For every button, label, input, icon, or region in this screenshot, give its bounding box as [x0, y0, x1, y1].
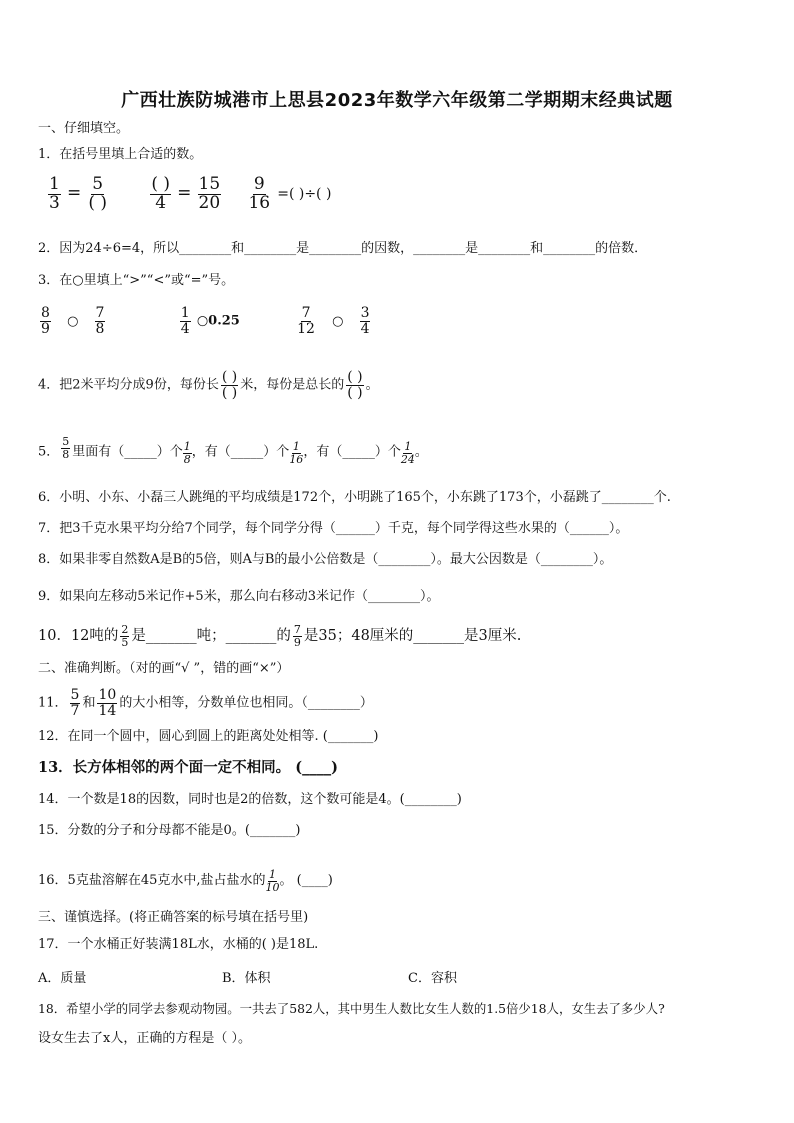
- option-b: B．体积: [222, 971, 271, 986]
- question-13: 13．长方体相邻的两个面一定不相同。 (____): [38, 759, 338, 776]
- fraction: $\frac{1}{24}$: [400, 439, 415, 466]
- question-12: 12．在同一个圆中，圆心到圆上的距离处处相等. (_______): [38, 729, 379, 744]
- fraction: $\frac{1}{3}$: [49, 174, 60, 213]
- fraction: $\frac{10}{14}$: [98, 687, 117, 719]
- question-2: 2．因为24÷6=4，所以________和________是________的因数，________是________和________的倍数．: [38, 241, 648, 256]
- question-15: 15．分数的分子和分母都不能是0。(_______): [38, 823, 301, 838]
- fraction: $\frac{2}{5}$: [121, 623, 129, 649]
- compare-circle: ○: [67, 313, 79, 329]
- fraction: $\frac{7}{9}$: [293, 623, 301, 649]
- section-1-heading: 一、仔细填空。: [38, 121, 130, 136]
- question-10: 10．12吨的 $\frac{2}{5}$ 是_______吨；_______的 $\frac{7}{9}$ 是35；48厘米的_______是3厘米.: [38, 623, 522, 649]
- fraction: $\frac{5}{7}$: [70, 687, 80, 719]
- fraction: $\frac{( )}{4}$: [151, 174, 170, 213]
- fraction: $\frac{9}{16}$: [248, 174, 271, 213]
- fraction: $\frac{3}{4}$: [360, 305, 370, 337]
- question-1: 1．在括号里填上合适的数。: [38, 147, 203, 162]
- question-3: 3．在○里填上“>”“<”或“=”号。: [38, 273, 235, 288]
- question-17: 17．一个水桶正好装满18L水，水桶的( )是18L.: [38, 937, 319, 952]
- question-14: 14．一个数是18的因数，同时也是2的倍数，这个数可能是4。(________): [38, 792, 462, 807]
- fraction: $\frac{15}{20}$: [198, 174, 221, 213]
- question-3-comparisons: $\frac{8}{9}$ ○ $\frac{7}{8}$ $\frac{1}{4}$ ○0.25 $\frac{7}{12}$ ○ $\frac{3}{4}$: [41, 305, 370, 337]
- fraction: $\frac{8}{9}$: [41, 305, 50, 337]
- question-8: 8．如果非零自然数A是B的5倍，则A与B的最小公倍数是（________）。最大公因数是（________）。: [38, 552, 613, 567]
- section-2-heading: 二、准确判断。（对的画“√ ”，错的画“×”）: [38, 661, 290, 676]
- question-18-line-1: 18．希望小学的同学去参观动物园。一共去了582人，其中男生人数比女生人数的1.5倍少18人，女生去了多少人?: [38, 1001, 665, 1016]
- question-4: 4．把2米平均分成9份，每份长 $\frac{( )}{( )}$ 米，每份是总长的 $\frac{( )}{( )}$ 。: [38, 369, 379, 401]
- question-18-line-2: 设女生去了x人，正确的方程是（ ）。: [38, 1031, 251, 1046]
- option-c: C．容积: [408, 971, 457, 986]
- fraction: $\frac{1}{16}$: [289, 439, 304, 466]
- blank-fraction: $\frac{( )}{( )}$: [221, 369, 238, 401]
- option-a: A．质量: [38, 971, 87, 986]
- fraction: $\frac{7}{8}$: [95, 305, 105, 337]
- compare-circle: ○: [332, 313, 344, 329]
- page-title: 广西壮族防城港市上思县2023年数学六年级第二学期期末经典试题: [121, 90, 673, 111]
- question-5: 5． $\frac{5}{8}$ 里面有（_____）个 $\frac{1}{8}$ ，有（_____）个 $\frac{1}{16}$ ，有（_____）个 $\frac{1}{24}$ 。: [38, 435, 428, 466]
- question-7: 7．把3千克水果平均分给7个同学，每个同学分得（______）千克，每个同学得这些水果的（______）。: [38, 521, 629, 536]
- question-1-fractions: $\frac{1}{3}$ = $\frac{5}{( )}$ $\frac{( )}{4}$ = $\frac{15}{20}$ $\frac{9}{16}$ =( )÷( ): [49, 174, 332, 213]
- question-11: 11． $\frac{5}{7}$ 和 $\frac{10}{14}$ 的大小相等，分数单位也相同。（________）: [38, 687, 373, 719]
- fraction: $\frac{5}{8}$: [62, 435, 70, 461]
- question-16: 16．5克盐溶解在45克水中,盐占盐水的 $\frac{1}{10}$ 。 (____): [38, 868, 333, 895]
- question-9: 9．如果向左移动5米记作+5米，那么向右移动3米记作（________）。: [38, 589, 440, 604]
- section-3-heading: 三、谨慎选择。(将正确答案的标号填在括号里): [38, 910, 309, 925]
- blank-fraction: $\frac{( )}{( )}$: [347, 369, 363, 401]
- fraction: $\frac{1}{10}$: [265, 868, 280, 895]
- fraction: $\frac{5}{( )}$: [88, 174, 108, 213]
- fraction: $\frac{1}{8}$: [183, 439, 191, 466]
- question-6: 6．小明、小东、小磊三人跳绳的平均成绩是172个，小明跳了165个，小东跳了173个，小磊跳了________个.: [38, 490, 671, 505]
- fraction: $\frac{7}{12}$: [297, 305, 315, 337]
- fraction: $\frac{1}{4}$: [180, 305, 190, 337]
